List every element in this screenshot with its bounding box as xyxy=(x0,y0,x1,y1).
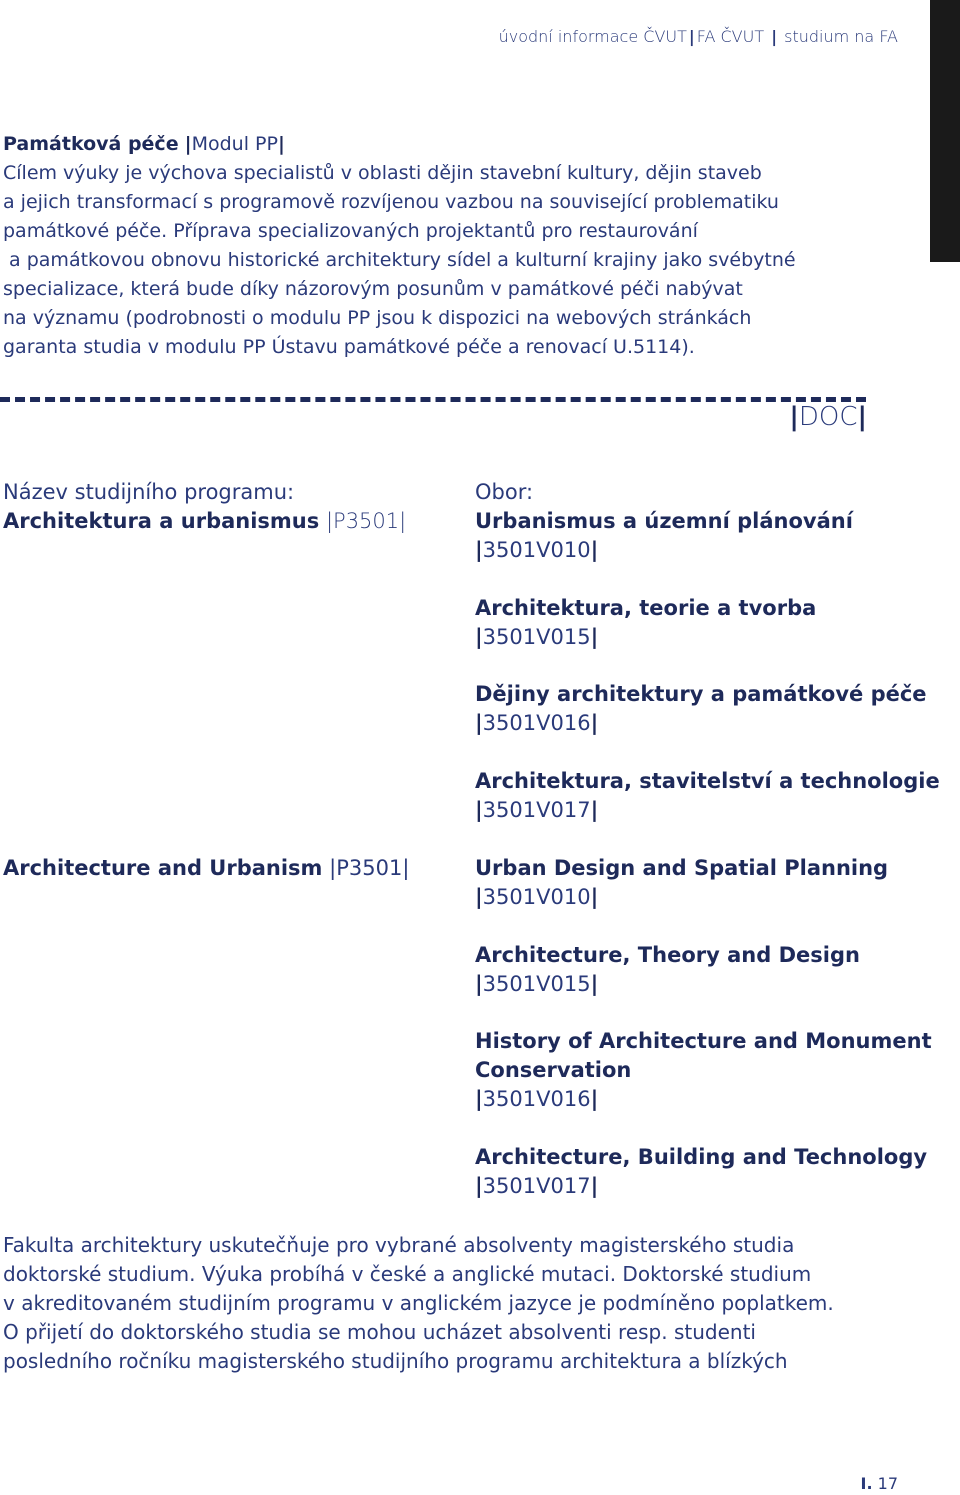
separator-bar: | xyxy=(475,885,483,909)
header-nav xyxy=(499,27,898,46)
program-name-cz xyxy=(3,509,406,533)
sidebar-tab xyxy=(930,0,960,262)
paragraph-line: O přijetí do doktorského studia se mohou ucházet absolventi resp. studenti xyxy=(3,1320,756,1344)
paragraph-line: Cílem výuky je výchova specialistů v oblasti dějin stavební kultury, dějin staveb xyxy=(3,162,762,184)
code-value: 3501V010 xyxy=(482,538,591,562)
nav-separator: | xyxy=(688,27,695,46)
program-name-en xyxy=(3,856,409,880)
section-title: Památková péče xyxy=(3,133,179,155)
separator-bar: | xyxy=(475,1174,483,1198)
nav-separator: | xyxy=(771,27,778,46)
field-label: Obor: xyxy=(475,480,534,504)
paragraph-line: posledního ročníku magisterského studijního programu architektura a blízkých xyxy=(3,1349,788,1373)
separator-bar: | xyxy=(590,625,599,649)
field-name: Architecture, Theory and Design xyxy=(475,943,860,967)
program-code: |P3501| xyxy=(329,856,410,880)
doc-label xyxy=(789,402,867,432)
paragraph-line: specializace, která bude díky názorovým posunům v památkové péči nabývat xyxy=(3,278,743,300)
separator-bar: | xyxy=(277,133,285,155)
field-code xyxy=(475,1087,598,1111)
section-heading xyxy=(3,130,883,159)
paragraph-line: a jejich transformací s programově rozvíjenou vazbou na související problematiku xyxy=(3,191,779,213)
separator-bar: | xyxy=(475,972,483,996)
code-value: 3501V017 xyxy=(482,1174,591,1198)
code-value: 3501V016 xyxy=(482,1087,591,1111)
code-value: 3501V016 xyxy=(482,711,591,735)
separator-bar: | xyxy=(590,972,599,996)
nav-item-fa[interactable]: FA ČVUT xyxy=(696,27,765,46)
field-code xyxy=(475,885,598,909)
field-name: Dějiny architektury a památkové péče xyxy=(475,682,927,706)
field-code xyxy=(475,798,598,822)
code-value: 3501V017 xyxy=(482,798,591,822)
program-code: |P3501| xyxy=(325,509,407,533)
program-title: Architektura a urbanismus xyxy=(3,509,320,533)
separator-bar: | xyxy=(857,402,867,432)
code-value: 3501V015 xyxy=(482,625,591,649)
separator-bar: | xyxy=(590,1087,599,1111)
closing-paragraph xyxy=(3,1231,903,1376)
field-code xyxy=(475,1174,598,1198)
paragraph-line: památkové péče. Příprava specializovaných projektantů pro restaurování xyxy=(3,220,698,242)
module-label: Modul PP xyxy=(191,133,278,155)
paragraph-line: v akreditovaném studijním programu v anglickém jazyce je podmíněno poplatkem. xyxy=(3,1291,834,1315)
field-code xyxy=(475,972,598,996)
dashed-divider xyxy=(0,397,866,402)
separator-bar: | xyxy=(590,711,599,735)
nav-item-cvut[interactable]: úvodní informace ČVUT xyxy=(498,27,687,46)
page-number xyxy=(861,1474,898,1493)
field-name: Architecture, Building and Technology xyxy=(475,1145,928,1169)
code-value: 3501V010 xyxy=(482,885,591,909)
field-name: Architektura, stavitelství a technologie xyxy=(475,769,940,793)
field-name: Urban Design and Spatial Planning xyxy=(475,856,889,880)
separator-bar: | xyxy=(475,711,483,735)
field-name: Architektura, teorie a tvorba xyxy=(475,596,817,620)
program-title: Architecture and Urbanism xyxy=(3,856,323,880)
field-name-continued: Conservation xyxy=(475,1058,632,1082)
paragraph-line: Fakulta architektury uskutečňuje pro vybrané absolventy magisterského studia xyxy=(3,1233,795,1257)
separator-bar: | xyxy=(475,538,483,562)
separator-bar: | xyxy=(184,133,192,155)
doc-text: DOC xyxy=(798,402,858,432)
separator-bar: | xyxy=(789,402,799,432)
separator-bar: | xyxy=(590,798,599,822)
page-number-value: 17 xyxy=(877,1474,898,1493)
nav-item-studium[interactable]: studium na FA xyxy=(784,27,898,46)
field-name: History of Architecture and Monument xyxy=(475,1029,932,1053)
paragraph-line: na významu (podrobnosti o modulu PP jsou k dispozici na webových stránkách xyxy=(3,307,752,329)
program-label: Název studijního programu: xyxy=(3,480,295,504)
section-numeral: I. xyxy=(860,1474,873,1493)
paragraph-line: a památkovou obnovu historické architektury sídel a kulturní krajiny jako svébytné xyxy=(3,249,796,271)
field-code xyxy=(475,538,598,562)
separator-bar: | xyxy=(475,625,483,649)
paragraph-line: doktorské studium. Výuka probíhá v české a anglické mutaci. Doktorské studium xyxy=(3,1262,812,1286)
separator-bar: | xyxy=(590,885,599,909)
separator-bar: | xyxy=(475,798,483,822)
field-code xyxy=(475,711,598,735)
field-name: Urbanismus a územní plánování xyxy=(475,509,853,533)
paragraph-line: garanta studia v modulu PP Ústavu památkové péče a renovací U.5114). xyxy=(3,336,695,358)
separator-bar: | xyxy=(590,538,599,562)
pamatkova-pece-section xyxy=(3,130,883,362)
field-code xyxy=(475,625,598,649)
separator-bar: | xyxy=(475,1087,483,1111)
separator-bar: | xyxy=(590,1174,599,1198)
code-value: 3501V015 xyxy=(482,972,591,996)
